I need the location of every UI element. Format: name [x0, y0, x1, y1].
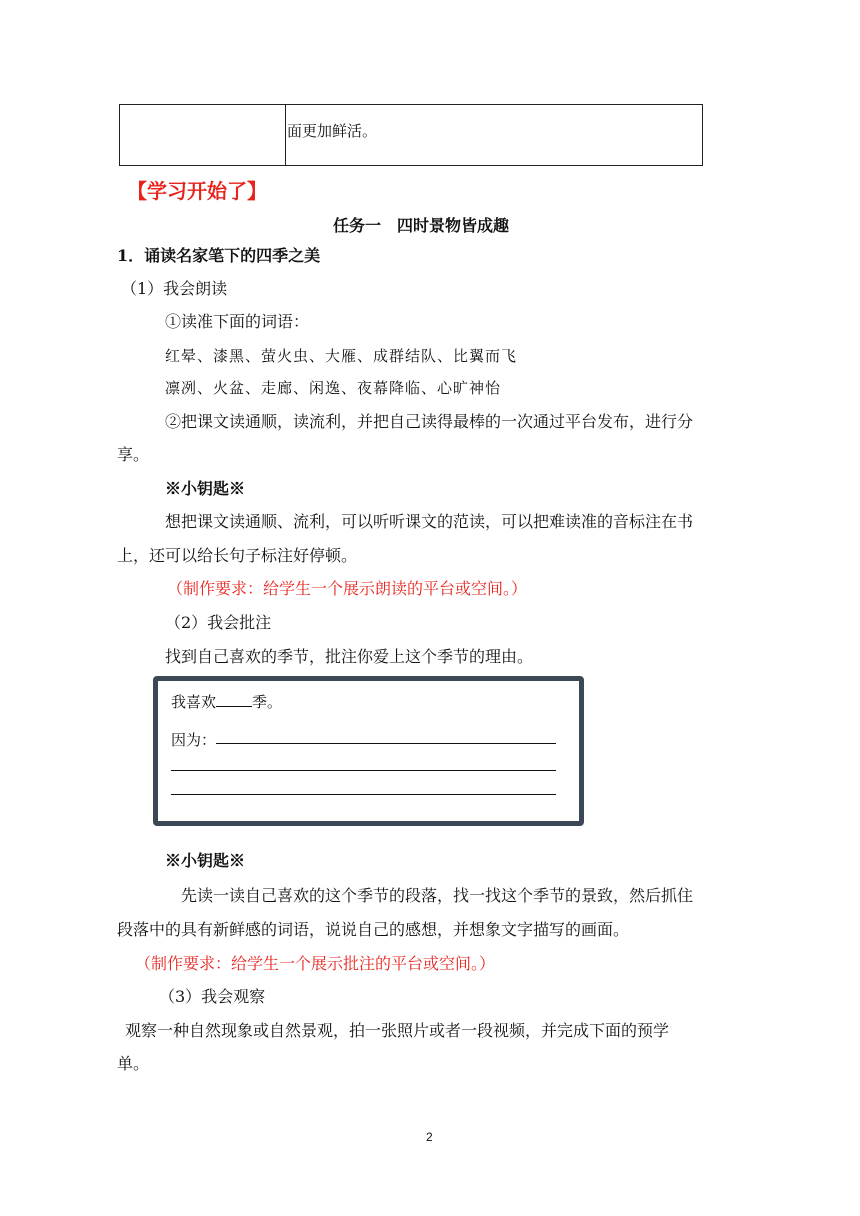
- table-column-divider: [285, 105, 286, 165]
- table-cell-text: 面更加鲜活。: [287, 122, 378, 140]
- top-table-fragment: [119, 104, 703, 166]
- section-heading: 【学习开始了】: [127, 179, 267, 203]
- item-2-line-2: 享。: [117, 445, 150, 464]
- subsection-3-title: （3）我会观察: [159, 987, 266, 1006]
- answer-line-2[interactable]: [171, 770, 556, 771]
- page-number: 2: [426, 1130, 433, 1144]
- requirement-note-1: （制作要求：给学生一个展示朗读的平台或空间。）: [167, 579, 528, 598]
- word-list-line-2: 凛冽、火盆、走廊、闲逸、夜幕降临、心旷神怡: [165, 379, 502, 397]
- task-title: 任务一 四时景物皆成趣: [333, 216, 510, 235]
- answer-line-3[interactable]: [171, 794, 556, 795]
- because-label: 因为：: [171, 731, 217, 749]
- subsection-2-description: 找到自己喜欢的季节，批注你爱上这个季节的理由。: [165, 647, 534, 666]
- key-tip-1-line-1: 想把课文读通顺、流利，可以听听课文的范读，可以把难读准的音标注在书: [165, 512, 694, 531]
- key-tip-2-line-1: 先读一读自己喜欢的这个季节的段落，找一找这个季节的景致，然后抓住: [181, 886, 694, 905]
- item-1-label: ①读准下面的词语：: [165, 312, 310, 331]
- answer-line-1[interactable]: [216, 743, 556, 744]
- key-tip-1-line-2: 上，还可以给长句子标注好停顿。: [117, 546, 358, 565]
- subsection-1-title: （1）我会朗读: [121, 279, 228, 298]
- subsection-2-title: （2）我会批注: [165, 613, 272, 632]
- subsection-3-line-1: 观察一种自然现象或自然景观，拍一张照片或者一段视频，并完成下面的预学: [125, 1021, 670, 1040]
- key-tip-2-line-2: 段落中的具有新鲜感的词语，说说自己的感想，并想象文字描写的画面。: [117, 920, 630, 939]
- item-2-line-1: ②把课文读通顺，读流利，并把自己读得最棒的一次通过平台发布，进行分: [165, 412, 694, 431]
- key-tip-1-title: ※小钥匙※: [165, 479, 246, 498]
- section-1-title: 1．诵读名家笔下的四季之美: [117, 246, 321, 265]
- like-season-line: [171, 692, 282, 712]
- word-list-line-1: 红晕、漆黑、萤火虫、大雁、成群结队、比翼而飞: [165, 347, 518, 365]
- requirement-note-2: （制作要求：给学生一个展示批注的平台或空间。）: [135, 954, 496, 973]
- subsection-3-line-2: 单。: [117, 1054, 150, 1073]
- season-blank[interactable]: [216, 692, 252, 707]
- like-suffix: 季。: [252, 693, 283, 711]
- key-tip-2-title: ※小钥匙※: [165, 851, 246, 870]
- like-prefix: 我喜欢: [171, 693, 217, 711]
